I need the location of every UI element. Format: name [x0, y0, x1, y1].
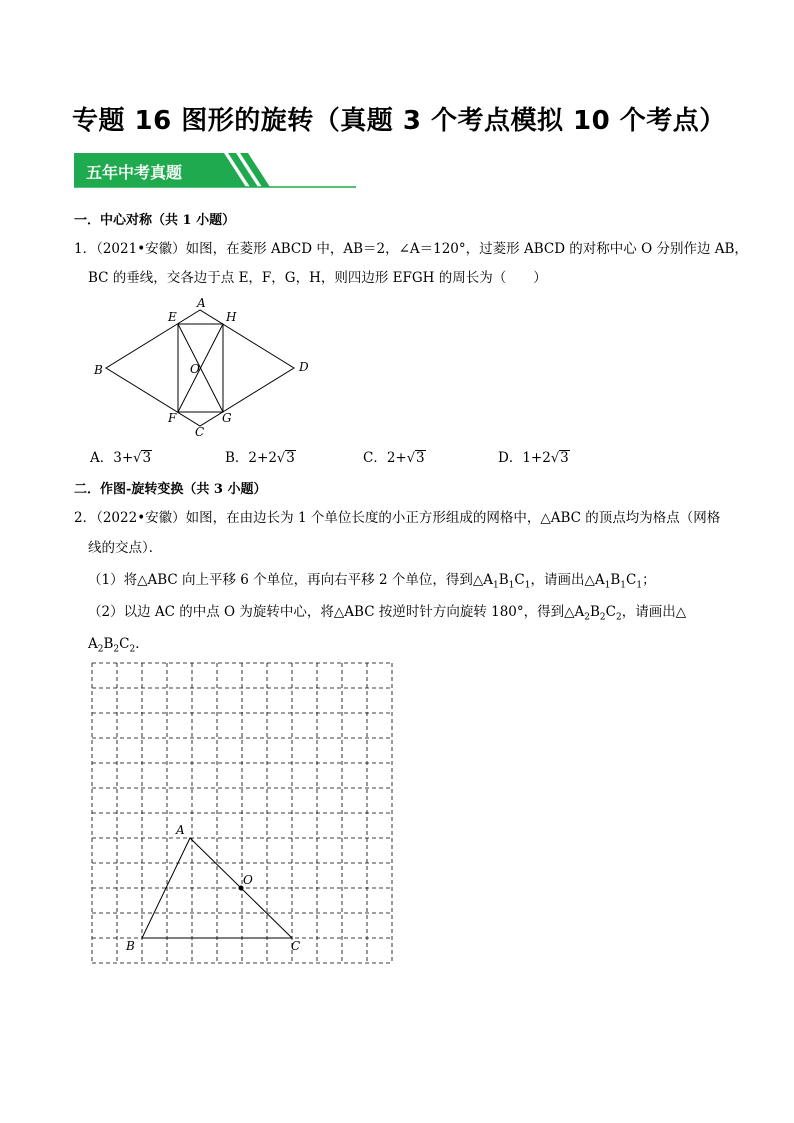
option-b: B．2+2√3 [225, 450, 295, 466]
label-e: E [168, 310, 177, 324]
grid-label-o: O [243, 873, 253, 887]
q2-part2: （2）以边 AC 的中点 O 为旋转中心，将△ABC 按逆时针方向旋转 180°，得到$\triangle A_2B_2C_2$，请画出△ [88, 604, 687, 623]
label-d: D [299, 360, 309, 374]
label-c: C [195, 425, 205, 439]
page-title: 专题 16 图形的旋转（真题 3 个考点模拟 10 个考点） [72, 106, 726, 136]
dashed-grid [92, 663, 392, 963]
option-d: D．1+2√3 [498, 450, 569, 466]
label-a: A [197, 296, 206, 310]
q2-line1: 2．（2022•安徽）如图，在由边长为 1 个单位长度的小正方形组成的网格中，△ABC 的顶点均为格点（网格 [74, 510, 721, 526]
label-f: F [168, 411, 177, 425]
section1-heading: 一．中心对称（共 1 小题） [74, 213, 236, 228]
label-o: O [190, 362, 200, 376]
label-h: H [226, 310, 237, 324]
grid-label-b: B [126, 939, 135, 953]
label-b: B [94, 363, 103, 377]
q1-line2: BC 的垂线，交各边于点 E，F，G，H，则四边形 EFGH 的周长为（ ） [88, 270, 547, 286]
option-c: C．2+√3 [363, 450, 425, 466]
q2-grid-figure [88, 660, 398, 970]
q2-part1: （1）将△ABC 向上平移 6 个单位，再向右平移 2 个单位，得到$\triangle A_1B_1C_1$，请画出$\triangle A_1B_1C_1$； [88, 572, 656, 591]
label-g: G [222, 411, 232, 425]
grid-label-c: C [291, 939, 301, 953]
option-a: A．3+√3 [90, 450, 152, 466]
grid-label-a: A [176, 823, 185, 837]
q2-part2-line2: $A_2B_2C_2$． [88, 636, 149, 655]
q2-line2: 线的交点）． [88, 540, 163, 556]
banner-label: 五年中考真题 [86, 163, 183, 182]
section2-heading: 二．作图-旋转变换（共 3 小题） [74, 482, 267, 497]
q1-line1: 1．（2021•安徽）如图，在菱形 ABCD 中，AB＝2，∠A＝120°，过菱形 ABCD 的对称中心 O 分别作边 AB， [74, 241, 748, 257]
section-banner [74, 153, 356, 188]
q1-rhombus-figure [88, 292, 318, 442]
